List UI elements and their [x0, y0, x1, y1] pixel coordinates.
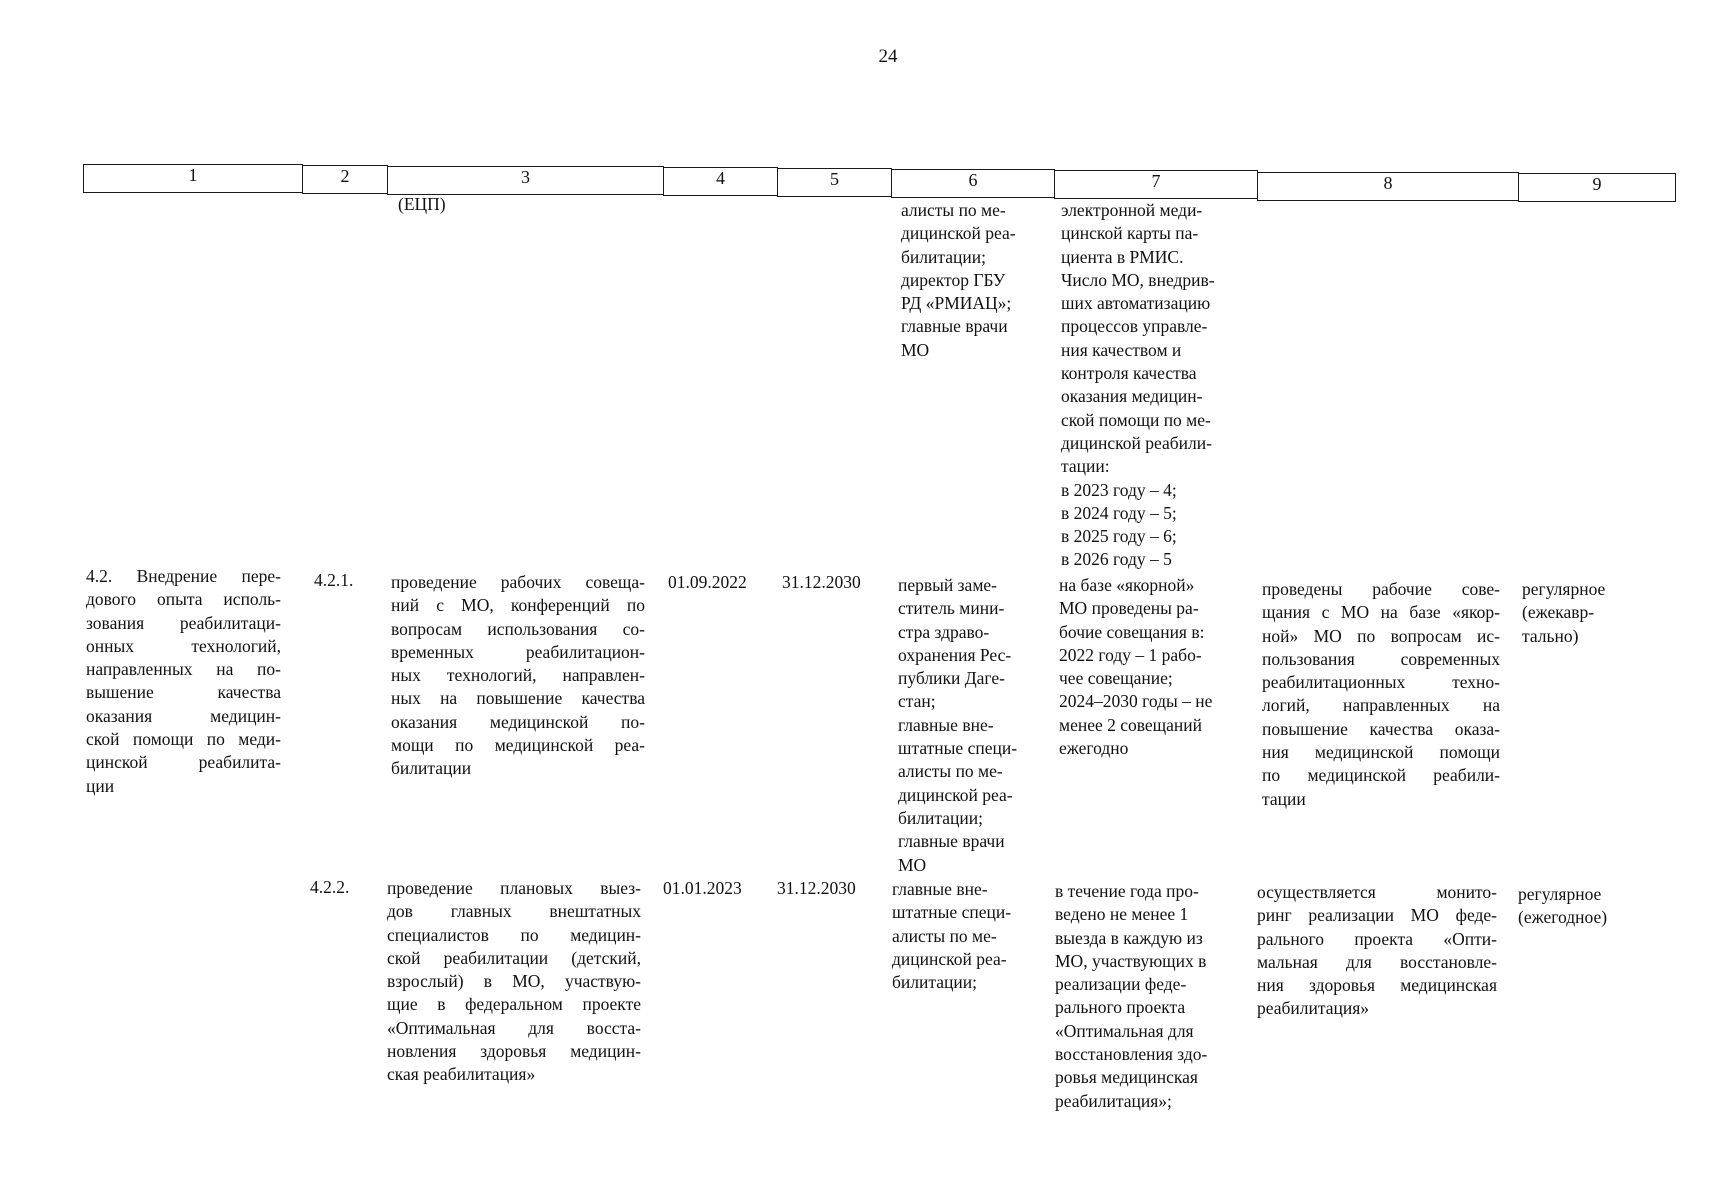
text-line: тации: — [1061, 456, 1110, 477]
text-line: «Оптимальная для — [1055, 1020, 1194, 1041]
text-line: МО проведены ра- — [1059, 598, 1199, 619]
text-line: билитации; — [892, 972, 977, 993]
row-4-2-2-indicator — [1055, 880, 1245, 1113]
row-4-2-2-number: 4.2.2. — [310, 877, 350, 897]
text-line: алисты по ме- — [901, 200, 1006, 220]
text-line: билитации — [391, 758, 472, 779]
text-line: реабилитационных техно- — [1262, 672, 1500, 693]
text-line: главные врачи — [901, 316, 1008, 337]
text-line: МО, участвующих в — [1055, 950, 1207, 971]
text-line: на базе «якорной» — [1059, 575, 1195, 595]
text-line: в 2025 году – 6; — [1061, 526, 1177, 547]
text-line: ных на повышение качества — [391, 688, 645, 709]
text-line: 2024–2030 годы – не — [1059, 691, 1213, 712]
text-line: ния медицинской помощи — [1262, 742, 1500, 763]
header-col-6: 6 — [891, 169, 1055, 198]
text-line: регулярное — [1522, 579, 1606, 599]
row-4-2-2-start-date: 01.01.2023 — [663, 878, 742, 898]
text-line: алисты по ме- — [892, 925, 997, 946]
text-line: ской реабилитации (детский, — [387, 947, 641, 968]
text-line: электронной меди- — [1061, 200, 1203, 220]
text-line: процессов управле- — [1061, 316, 1208, 337]
text-line: повышение качества оказа- — [1262, 718, 1500, 739]
page-number: 24 — [878, 46, 898, 67]
row-4-2-1-indicator — [1059, 574, 1249, 760]
text-line: проведение рабочих совеща- — [391, 572, 645, 592]
text-line: цинской карты па- — [1061, 223, 1199, 244]
row-4-2-1-number: 4.2.1. — [314, 570, 354, 590]
header-col-9: 9 — [1518, 173, 1676, 202]
text-line: зования реабилитаци- — [86, 612, 281, 633]
text-line: щания с МО на базе «якор- — [1262, 602, 1500, 623]
text-line: реабилитация»; — [1055, 1090, 1172, 1111]
text-line: специалистов по медицин- — [387, 924, 641, 945]
text-line: оказания медицинской по- — [391, 711, 645, 732]
text-line: МО — [898, 854, 927, 875]
text-line: рального проекта «Опти- — [1257, 928, 1497, 949]
text-line: менее 2 совещаний — [1059, 714, 1203, 735]
text-line: осуществляется монито- — [1257, 882, 1497, 902]
text-line: ной» МО по вопросам ис- — [1262, 625, 1500, 646]
text-line: бочие совещания в: — [1059, 621, 1205, 642]
text-line: первый заме- — [898, 575, 997, 595]
text-line: штатные специ- — [892, 902, 1012, 923]
text-line: в 2024 году – 5; — [1061, 502, 1177, 523]
text-line: охранения Рес- — [898, 644, 1012, 665]
text-line: мальная для восстановле- — [1257, 951, 1497, 972]
text-line: в 2026 году – 5 — [1061, 549, 1172, 570]
text-line: алисты по ме- — [898, 761, 1003, 782]
text-line: контроля качества — [1061, 363, 1197, 384]
text-line: главные врачи — [898, 831, 1005, 852]
text-line: ской помощи по меди- — [86, 729, 281, 750]
text-line: проведены рабочие сове- — [1262, 579, 1500, 599]
text-line: оказания медицин- — [86, 705, 281, 726]
text-line: ных технологий, направлен- — [391, 665, 645, 686]
text-line: дов главных внештатных — [387, 901, 641, 922]
text-line: билитации; — [901, 246, 986, 267]
text-line: дицинской реа- — [898, 784, 1013, 805]
continuation-col3: (ЕЦП) — [398, 194, 446, 214]
text-line: (ежекавр- — [1522, 602, 1595, 623]
text-line: восстановления здо- — [1055, 1044, 1208, 1065]
text-line: ститель мини- — [898, 598, 1005, 619]
text-line: тации — [1262, 788, 1306, 809]
text-line: ния здоровья медицинская — [1257, 975, 1497, 996]
text-line: 4.2. Внедрение пере- — [86, 566, 281, 586]
text-line: «Оптимальная для восста- — [387, 1017, 641, 1038]
text-line: логий, направленных на — [1262, 695, 1500, 716]
text-line: ний с МО, конференций по — [391, 595, 645, 616]
text-line: по медицинской реабили- — [1262, 765, 1500, 786]
header-col-8: 8 — [1257, 172, 1519, 201]
header-col-1: 1 — [83, 164, 303, 193]
text-line: ших автоматизацию — [1061, 293, 1211, 314]
row-4-2-1-result — [1262, 578, 1500, 811]
text-line: ежегодно — [1059, 738, 1129, 759]
row-4-2-2-result — [1257, 881, 1497, 1021]
text-line: циента в РМИС. — [1061, 246, 1184, 267]
text-line: стан; — [898, 691, 936, 712]
text-line: дицинской реа- — [901, 223, 1016, 244]
row-4-2-2-end-date: 31.12.2030 — [777, 878, 856, 898]
header-col-3: 3 — [387, 166, 664, 195]
row-4-2-1-start-date: 01.09.2022 — [668, 572, 747, 592]
text-line: дового опыта исполь- — [86, 589, 281, 610]
text-line: штатные специ- — [898, 738, 1018, 759]
text-line: оказания медицин- — [1061, 386, 1203, 407]
text-line: главные вне- — [892, 879, 988, 899]
text-line: дицинской реабили- — [1061, 432, 1212, 453]
continuation-col6 — [901, 199, 1043, 362]
text-line: ская реабилитация» — [387, 1064, 536, 1085]
row-4-2-2-event — [387, 877, 641, 1087]
text-line: цинской реабилита- — [86, 752, 281, 773]
text-line: главные вне- — [898, 714, 994, 735]
text-line: временных реабилитацион- — [391, 641, 645, 662]
text-line: выезда в каждую из — [1055, 927, 1203, 948]
row-4-2-2-frequency — [1518, 883, 1658, 930]
text-line: публики Даге- — [898, 668, 1005, 689]
section-4-2-title — [86, 565, 281, 798]
text-line: стра здраво- — [898, 621, 990, 642]
text-line: чее совещание; — [1059, 668, 1173, 689]
text-line: Число МО, внедрив- — [1061, 269, 1215, 290]
continuation-col7 — [1061, 199, 1251, 572]
text-line: регулярное — [1518, 884, 1602, 904]
row-4-2-1-event — [391, 571, 645, 781]
text-line: в 2023 году – 4; — [1061, 479, 1177, 500]
text-line: реализации феде- — [1055, 974, 1187, 995]
text-line: ния качеством и — [1061, 339, 1182, 360]
header-col-4: 4 — [663, 167, 778, 196]
text-line: проведение плановых выез- — [387, 878, 641, 898]
text-line: онных технологий, — [86, 635, 281, 656]
row-4-2-1-responsible — [898, 574, 1038, 877]
text-line: щие в федеральном проекте — [387, 994, 641, 1015]
row-4-2-1-end-date: 31.12.2030 — [782, 572, 861, 592]
text-line: 2022 году – 1 рабо- — [1059, 644, 1202, 665]
text-line: направленных на по- — [86, 659, 281, 680]
text-line: пользования современных — [1262, 648, 1500, 669]
text-line: в течение года про- — [1055, 881, 1199, 901]
text-line: МО — [901, 339, 930, 360]
row-4-2-1-frequency — [1522, 578, 1662, 648]
text-line: ской помощи по ме- — [1061, 409, 1211, 430]
text-line: новления здоровья медицин- — [387, 1041, 641, 1062]
text-line: ринг реализации МО феде- — [1257, 905, 1497, 926]
text-line: директор ГБУ — [901, 269, 1006, 290]
text-line: вышение качества — [86, 682, 281, 703]
text-line: вопросам использования со- — [391, 618, 645, 639]
row-4-2-2-responsible — [892, 878, 1032, 994]
text-line: тально) — [1522, 625, 1579, 646]
text-line: билитации; — [898, 807, 983, 828]
text-line: РД «РМИАЦ»; — [901, 293, 1012, 314]
text-line: взрослый) в МО, участвую- — [387, 971, 641, 992]
header-col-2: 2 — [302, 165, 388, 194]
text-line: ции — [86, 775, 115, 796]
header-col-7: 7 — [1054, 170, 1258, 199]
text-line: (ежегодное) — [1518, 907, 1608, 928]
text-line: дицинской реа- — [892, 948, 1007, 969]
text-line: реабилитация» — [1257, 998, 1370, 1019]
text-line: ровья медицинская — [1055, 1067, 1198, 1088]
text-line: мощи по медицинской реа- — [391, 735, 645, 756]
header-col-5: 5 — [777, 168, 892, 197]
text-line: ведено не менее 1 — [1055, 904, 1189, 925]
text-line: рального проекта — [1055, 997, 1186, 1018]
